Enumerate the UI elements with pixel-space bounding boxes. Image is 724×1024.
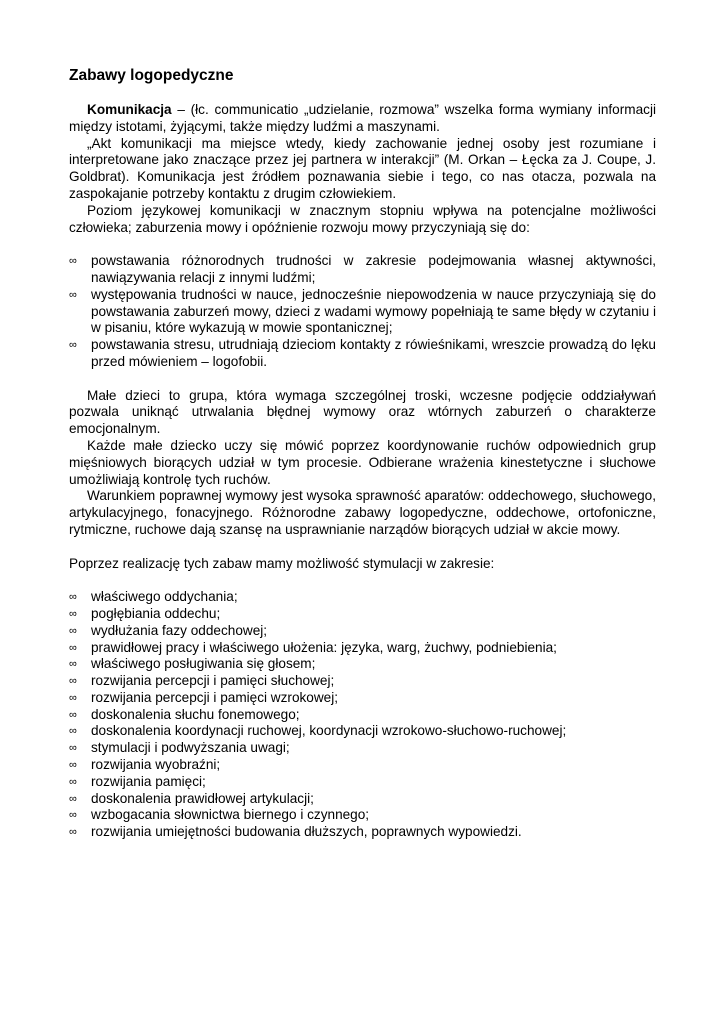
list-item xyxy=(69,723,656,740)
document-page xyxy=(69,66,656,841)
infinity-bullet-icon: ∞ xyxy=(69,288,77,301)
paragraph-motor-coordination: Każde małe dziecko uczy się mówić poprzez koordynowanie ruchów odpowiednich grup mięśniowych biorących udział w tym procesie. Odbierane wrażenia kinestetyczne i słuchowe umożliwiają kontrolę tych ruchów. xyxy=(69,437,656,487)
list-item-text: występowania trudności w nauce, jednocześnie niepowodzenia w nauce przyczyniają się do powstawania zaburzeń mowy, dzieci z wadami wymowy popełniają te same błędy w czytaniu i w pisaniu, które wykazują w mowie spontanicznej; xyxy=(91,286,656,336)
paragraph-language-level: Poziom językowej komunikacji w znacznym stopniu wpływa na potencjalne możliwości człowieka; zaburzenia mowy i opóźnienie rozwoju mowy przyczyniają się do: xyxy=(69,202,656,235)
paragraph-communication-act: „Akt komunikacji ma miejsce wtedy, kiedy zachowanie jednej osoby jest rozumiane i interpretowane jako znaczące przez jej partnera w interakcji” (M. Orkan – Łęcka za J. Coupe, J. Goldbrat). Komunikacja jest źródłem poznawania siebie i tego, co nas otacza, pozwala na zaspokajanie potrzeby kontaktu z drugim człowiekiem. xyxy=(69,135,656,201)
list-item xyxy=(69,774,656,791)
list-item-text: wydłużania fazy oddechowej; xyxy=(91,622,268,638)
intro-paragraph xyxy=(69,102,656,136)
list-item-text: właściwego oddychania; xyxy=(91,589,238,605)
intro-definition: – (łc. communicatio „udzielanie, rozmowa” wszelka forma wymiany informacji między istotami, żyjącymi, także między ludźmi a maszynami. xyxy=(69,102,656,134)
infinity-bullet-icon: ∞ xyxy=(69,759,77,772)
spacer xyxy=(69,572,656,589)
list-item xyxy=(69,707,656,724)
list-item xyxy=(69,791,656,808)
infinity-bullet-icon: ∞ xyxy=(69,624,77,637)
list-item-text: doskonalenia koordynacji ruchowej, koordynacji wzrokowo-słuchowo-ruchowej; xyxy=(91,723,567,739)
stimulation-intro: Poprzez realizację tych zabaw mamy możliwość stymulacji w zakresie: xyxy=(69,555,495,571)
list-item-text: rozwijania percepcji i pamięci słuchowej; xyxy=(91,673,335,689)
infinity-bullet-icon: ∞ xyxy=(69,607,77,620)
list-item-text: prawidłowej pracy i właściwego ułożenia: języka, warg, żuchwy, podniebienia; xyxy=(91,639,557,655)
list-item xyxy=(69,656,656,673)
paragraph-proper-pronunciation: Warunkiem poprawnej wymowy jest wysoka sprawność aparatów: oddechowego, słuchowego, artykulacyjnego, fonacyjnego. Różnorodne zabawy logopedyczne, oddechowe, ortofoniczne, rytmiczne, ruchowe dają szansę na usprawnianie narządów biorących udział w akcie mowy. xyxy=(69,488,656,537)
infinity-bullet-icon: ∞ xyxy=(69,708,77,721)
infinity-bullet-icon: ∞ xyxy=(69,725,77,738)
intro-term: Komunikacja xyxy=(87,102,172,117)
infinity-bullet-icon: ∞ xyxy=(69,792,77,805)
list-item xyxy=(69,253,656,287)
spacer xyxy=(69,236,656,253)
list-item-text: pogłębiania oddechu; xyxy=(91,605,221,621)
list-item xyxy=(69,287,656,337)
infinity-bullet-icon: ∞ xyxy=(69,339,77,352)
effects-list xyxy=(69,253,656,371)
infinity-bullet-icon: ∞ xyxy=(69,675,77,688)
list-item xyxy=(69,673,656,690)
infinity-bullet-icon: ∞ xyxy=(69,658,77,671)
list-item xyxy=(69,623,656,640)
list-item xyxy=(69,690,656,707)
list-item xyxy=(69,589,656,606)
paragraph-small-children: Małe dzieci to grupa, która wymaga szczególnej troski, wczesne podjęcie oddziaływań pozwala uniknąć utrwalania błędnej wymowy oraz wtórnych zaburzeń o charakterze emocjonalnym. xyxy=(69,387,656,437)
list-item xyxy=(69,757,656,774)
infinity-bullet-icon: ∞ xyxy=(69,255,77,268)
list-item-text: doskonalenia słuchu fonemowego; xyxy=(91,706,300,722)
spacer xyxy=(69,539,656,556)
list-item xyxy=(69,740,656,757)
list-item-text: stymulacji i podwyższania uwagi; xyxy=(91,740,290,756)
list-item xyxy=(69,640,656,657)
list-item-text: właściwego posługiwania się głosem; xyxy=(91,656,316,672)
infinity-bullet-icon: ∞ xyxy=(69,641,77,654)
list-item-text: powstawania różnorodnych trudności w zakresie podejmowania własnej aktywności, nawiązywania relacji z innymi ludźmi; xyxy=(91,253,656,285)
list-item-text: rozwijania pamięci; xyxy=(91,773,206,789)
list-item-text: doskonalenia prawidłowej artykulacji; xyxy=(91,790,314,806)
infinity-bullet-icon: ∞ xyxy=(69,826,77,839)
list-item xyxy=(69,337,656,371)
list-item-text: powstawania stresu, utrudniają dzieciom kontakty z rówieśnikami, wreszcie prowadzą do lęku przed mówieniem – logofobii. xyxy=(91,337,656,369)
list-item-text: wzbogacania słownictwa biernego i czynnego; xyxy=(91,807,370,823)
list-item-text: rozwijania wyobraźni; xyxy=(91,757,221,773)
list-item-text: rozwijania percepcji i pamięci wzrokowej; xyxy=(91,689,339,705)
list-item xyxy=(69,807,656,824)
spacer xyxy=(69,371,656,388)
infinity-bullet-icon: ∞ xyxy=(69,775,77,788)
stimulation-list xyxy=(69,589,656,841)
list-item-text: rozwijania umiejętności budowania dłuższych, poprawnych wypowiedzi. xyxy=(91,824,522,840)
infinity-bullet-icon: ∞ xyxy=(69,742,77,755)
list-item xyxy=(69,824,656,841)
infinity-bullet-icon: ∞ xyxy=(69,591,77,604)
infinity-bullet-icon: ∞ xyxy=(69,809,77,822)
list-item xyxy=(69,606,656,623)
infinity-bullet-icon: ∞ xyxy=(69,691,77,704)
document-title: Zabawy logopedyczne xyxy=(69,67,234,84)
